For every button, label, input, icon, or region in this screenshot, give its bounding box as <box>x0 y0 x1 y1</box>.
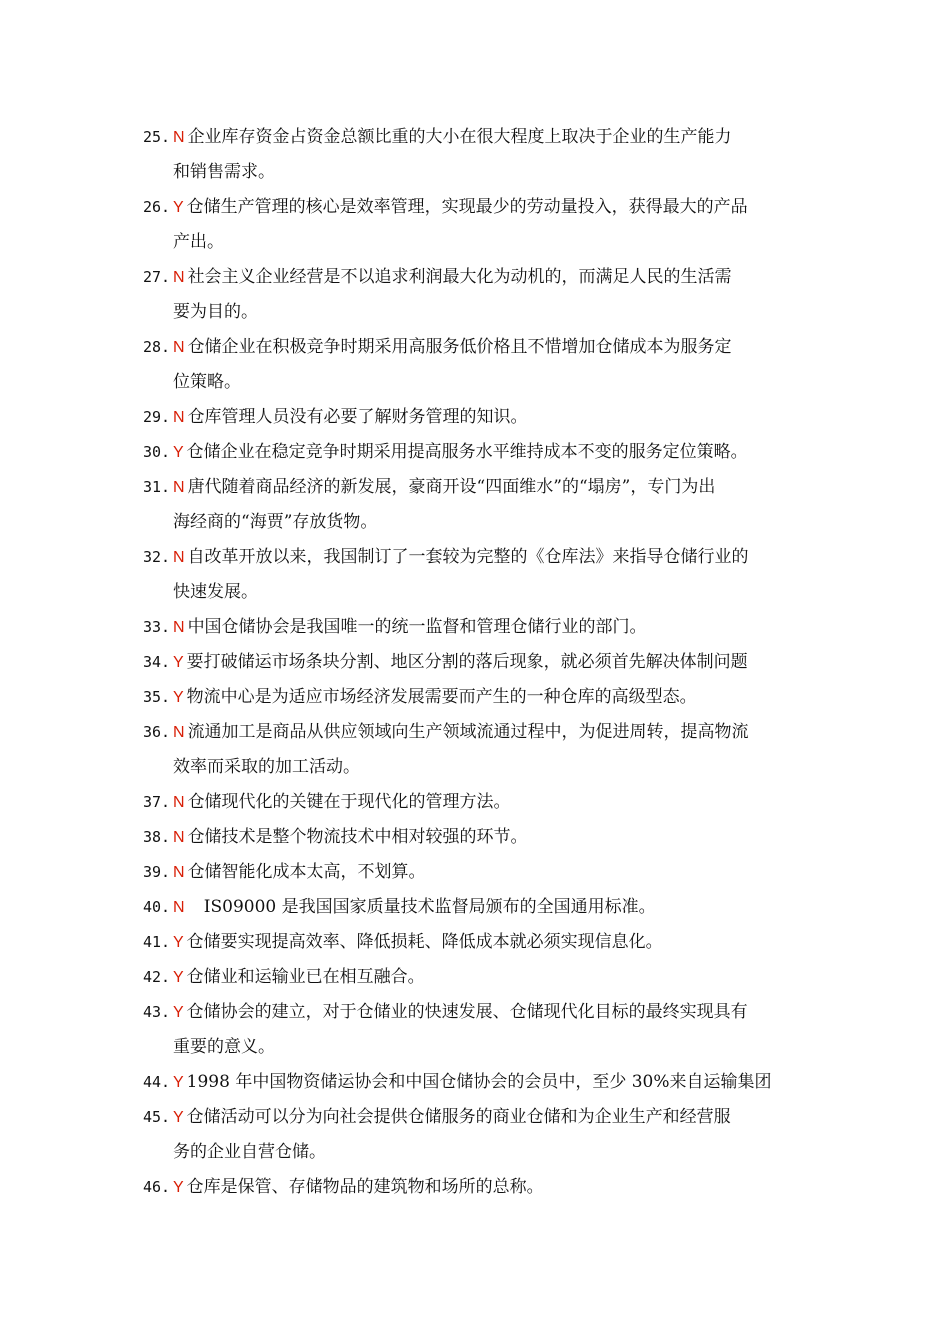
item-text: 位策略。 <box>173 372 241 392</box>
answer-mark: N <box>173 794 185 811</box>
item-first-line <box>143 785 813 820</box>
answer-mark: N <box>173 409 185 426</box>
item-text: 产出。 <box>173 232 224 252</box>
item-first-line <box>143 995 813 1030</box>
item-number: 28. <box>143 338 171 356</box>
item-first-line <box>143 925 813 960</box>
item-first-line <box>143 190 813 225</box>
item-number: 34. <box>143 653 171 671</box>
item-first-line <box>143 680 813 715</box>
answer-mark: N <box>173 724 185 741</box>
list-item <box>143 925 813 960</box>
item-text: 物流中心是为适应市场经济发展需要而产生的一种仓库的高级型态。 <box>186 687 697 707</box>
item-text: 中国仓储协会是我国唯一的统一监督和管理仓储行业的部门。 <box>187 617 647 637</box>
list-item <box>143 330 813 400</box>
item-continuation-line <box>143 1135 813 1170</box>
list-item <box>143 715 813 785</box>
item-number: 29. <box>143 408 171 426</box>
item-text: 唐代随着商品经济的新发展，豪商开设“四面维水”的“塌房”，专门为出 <box>187 477 716 497</box>
item-first-line <box>143 645 813 680</box>
item-text: 仓储业和运输业已在相互融合。 <box>186 967 425 987</box>
item-number: 31. <box>143 478 171 496</box>
item-text: 仓储活动可以分为向社会提供仓储服务的商业仓储和为企业生产和经营服 <box>186 1107 731 1127</box>
answer-mark: Y <box>173 654 184 671</box>
item-number: 37. <box>143 793 171 811</box>
item-number: 32. <box>143 548 171 566</box>
answer-mark: Y <box>173 689 184 706</box>
item-first-line <box>143 330 813 365</box>
answer-mark: Y <box>173 1074 184 1091</box>
answer-mark: Y <box>173 1004 184 1021</box>
answer-mark: N <box>173 549 185 566</box>
item-number: 40. <box>143 898 171 916</box>
list-item <box>143 1170 813 1205</box>
item-text: 务的企业自营仓储。 <box>173 1142 326 1162</box>
item-first-line <box>143 715 813 750</box>
item-number: 30. <box>143 443 171 461</box>
item-continuation-line <box>143 225 813 260</box>
item-text: 仓储企业在稳定竞争时期采用提高服务水平维持成本不变的服务定位策略。 <box>186 442 748 462</box>
list-item <box>143 540 813 610</box>
answer-mark: N <box>173 899 185 916</box>
item-text: 自改革开放以来，我国制订了一套较为完整的《仓库法》来指导仓储行业的 <box>187 547 749 567</box>
item-first-line <box>143 610 813 645</box>
item-text: 仓储协会的建立，对于仓储业的快速发展、仓储现代化目标的最终实现具有 <box>186 1002 748 1022</box>
item-text: 快速发展。 <box>173 582 258 602</box>
item-continuation-line <box>143 1030 813 1065</box>
item-number: 41. <box>143 933 171 951</box>
question-list <box>143 120 813 1205</box>
item-text: 要打破储运市场条块分割、地区分割的落后现象，就必须首先解决体制问题 <box>186 652 748 672</box>
list-item <box>143 120 813 190</box>
answer-mark: N <box>173 829 185 846</box>
item-first-line <box>143 435 813 470</box>
item-text: 效率而采取的加工活动。 <box>173 757 360 777</box>
list-item <box>143 890 813 925</box>
list-item <box>143 995 813 1065</box>
item-continuation-line <box>143 505 813 540</box>
answer-mark: Y <box>173 199 184 216</box>
list-item <box>143 680 813 715</box>
list-item <box>143 1100 813 1170</box>
item-number: 33. <box>143 618 171 636</box>
list-item <box>143 400 813 435</box>
item-text: 仓储企业在积极竞争时期采用高服务低价格且不惜增加仓储成本为服务定 <box>187 337 732 357</box>
item-number: 39. <box>143 863 171 881</box>
item-number: 45. <box>143 1108 171 1126</box>
answer-mark: Y <box>173 969 184 986</box>
item-first-line <box>143 1065 813 1100</box>
answer-mark: Y <box>173 1109 184 1126</box>
item-first-line <box>143 960 813 995</box>
list-item <box>143 820 813 855</box>
item-text: 仓储要实现提高效率、降低损耗、降低成本就必须实现信息化。 <box>186 932 663 952</box>
item-text: 和销售需求。 <box>173 162 275 182</box>
item-continuation-line <box>143 365 813 400</box>
item-number: 27. <box>143 268 171 286</box>
list-item <box>143 190 813 260</box>
item-first-line <box>143 855 813 890</box>
item-text: 仓库是保管、存储物品的建筑物和场所的总称。 <box>186 1177 544 1197</box>
item-number: 43. <box>143 1003 171 1021</box>
item-continuation-line <box>143 575 813 610</box>
item-first-line <box>143 1100 813 1135</box>
item-text: 企业库存资金占资金总额比重的大小在很大程度上取决于企业的生产能力 <box>187 127 732 147</box>
item-first-line <box>143 1170 813 1205</box>
answer-mark: N <box>173 339 185 356</box>
item-continuation-line <box>143 295 813 330</box>
list-item <box>143 435 813 470</box>
item-first-line <box>143 820 813 855</box>
item-text: 1998 年中国物资储运协会和中国仓储协会的会员中，至少 30%来自运输集团 <box>186 1072 772 1092</box>
item-number: 35. <box>143 688 171 706</box>
item-text: 仓库管理人员没有必要了解财务管理的知识。 <box>187 407 528 427</box>
item-text: 要为目的。 <box>173 302 258 322</box>
answer-mark: N <box>173 619 185 636</box>
item-continuation-line <box>143 155 813 190</box>
item-text: 流通加工是商品从供应领域向生产领域流通过程中，为促进周转，提高物流 <box>187 722 749 742</box>
item-number: 42. <box>143 968 171 986</box>
item-number: 26. <box>143 198 171 216</box>
item-continuation-line <box>143 750 813 785</box>
item-first-line <box>143 470 813 505</box>
answer-mark: N <box>173 129 185 146</box>
item-first-line <box>143 540 813 575</box>
item-first-line <box>143 120 813 155</box>
item-number: 25. <box>143 128 171 146</box>
list-item <box>143 645 813 680</box>
answer-mark: Y <box>173 934 184 951</box>
item-first-line <box>143 400 813 435</box>
item-text: 重要的意义。 <box>173 1037 275 1057</box>
list-item <box>143 960 813 995</box>
answer-mark: N <box>173 269 185 286</box>
list-item <box>143 610 813 645</box>
item-number: 44. <box>143 1073 171 1091</box>
item-first-line <box>143 260 813 295</box>
list-item <box>143 260 813 330</box>
item-text: 社会主义企业经营是不以追求利润最大化为动机的，而满足人民的生活需 <box>187 267 732 287</box>
item-number: 38. <box>143 828 171 846</box>
item-text: 仓储技术是整个物流技术中相对较强的环节。 <box>187 827 528 847</box>
list-item <box>143 785 813 820</box>
answer-mark: N <box>173 864 185 881</box>
list-item <box>143 1065 813 1100</box>
item-text: 海经商的“海贾”存放货物。 <box>173 512 378 532</box>
item-text: 仓储生产管理的核心是效率管理，实现最少的劳动量投入，获得最大的产品 <box>186 197 748 217</box>
answer-mark: N <box>173 479 185 496</box>
item-text: 仓储智能化成本太高，不划算。 <box>187 862 426 882</box>
list-item <box>143 855 813 890</box>
item-number: 36. <box>143 723 171 741</box>
answer-mark: Y <box>173 444 184 461</box>
item-text: IS09000 是我国国家质量技术监督局颁布的全国通用标准。 <box>187 897 656 917</box>
item-text: 仓储现代化的关键在于现代化的管理方法。 <box>187 792 511 812</box>
answer-mark: Y <box>173 1179 184 1196</box>
item-first-line <box>143 890 813 925</box>
list-item <box>143 470 813 540</box>
item-number: 46. <box>143 1178 171 1196</box>
